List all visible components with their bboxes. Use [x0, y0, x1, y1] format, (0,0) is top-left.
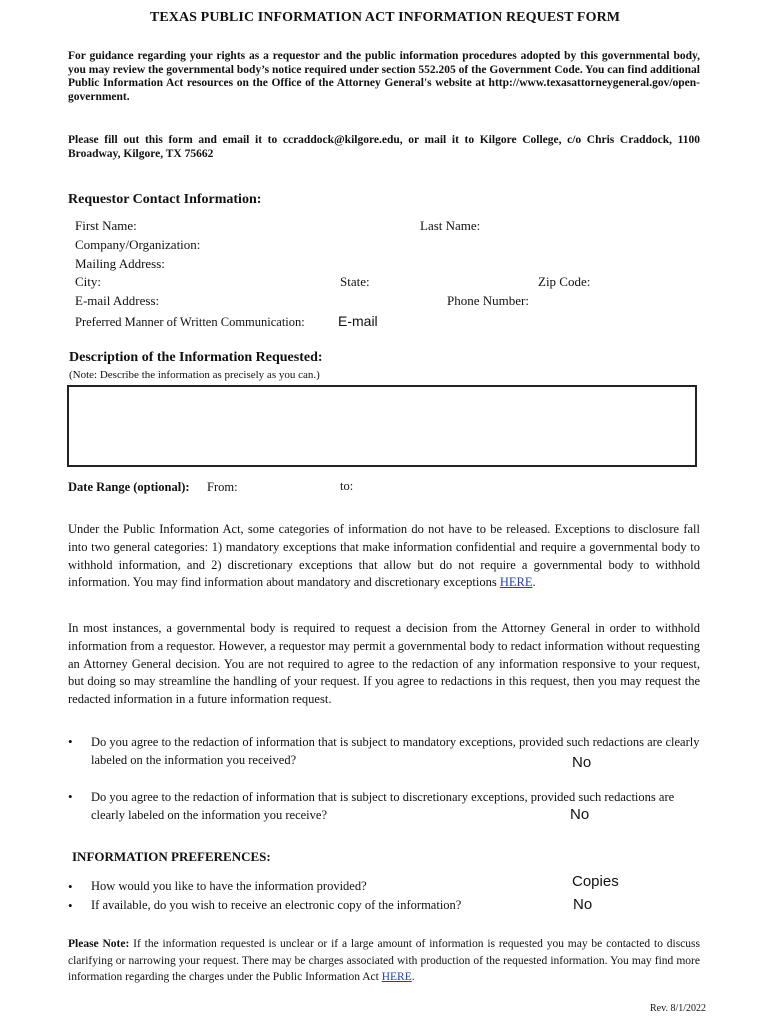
date-to-label: to: — [340, 479, 354, 493]
date-range-label: Date Range (optional): — [68, 480, 190, 494]
redaction-paragraph: In most instances, a governmental body is required to request a decision from the Attorney General in order to withhold information from a requestor. However, a requestor may permit a governmental body to redact information without requesting an Attorney General decision. You are not required to agree to the redaction of any information responsive to your request, but doing so may streamline the handling of your request. If you agree to redactions in this request, then you may request the redacted information in a future information request. — [68, 621, 700, 707]
intro-paragraph: For guidance regarding your rights as a requestor and the public information procedures adopted by this governmental body, you may review the governmental body’s notice required under section 552.205 of the Government Code. You can find additional Public Information Act resources on the Office of the Attorney General's website at http://www.texasattorneygeneral.gov/open-government. — [68, 50, 700, 103]
zip-code-label: Zip Code: — [538, 274, 591, 289]
delivery-method-question: How would you like to have the information provided? — [91, 879, 367, 893]
last-name-label: Last Name: — [420, 218, 481, 233]
electronic-copy-answer[interactable]: No — [573, 896, 593, 913]
bullet-icon: • — [68, 789, 73, 804]
electronic-copy-question: If available, do you wish to receive an electronic copy of the information? — [91, 898, 462, 912]
discretionary-redaction-answer[interactable]: No — [570, 806, 590, 823]
city-label: City: — [75, 274, 102, 289]
form-title: TEXAS PUBLIC INFORMATION ACT INFORMATION REQUEST FORM — [149, 10, 621, 25]
charges-note: Please Note: If the information requested is unclear or if a large amount of information is requested you may be contacted to discuss clarifying or narrowing your request. There may be charges associated with production of the requested information. You may find more information regarding the charges under the Public Information Act HERE. — [68, 938, 700, 983]
bullet-icon: • — [68, 879, 73, 894]
discretionary-redaction-question: Do you agree to the redaction of information that is subject to discretionary exceptions, provided such redactions are clearly labeled on the information you receive? — [91, 790, 675, 822]
preferred-communication-value[interactable]: E-mail — [338, 313, 378, 329]
date-from-label: From: — [207, 480, 238, 494]
description-heading: Description of the Information Requested: — [69, 350, 323, 365]
charges-link[interactable]: HERE — [381, 971, 412, 983]
note-text: If the information requested is unclear or if a large amount of information is requested you may be contacted to discuss clarifying or narrowing your request. There may be charges associated with production of the requested information. You may find more information regarding the charges under the Public Information Act — [68, 938, 700, 983]
company-label: Company/Organization: — [75, 237, 201, 252]
revision-date: Rev. 8/1/2022 — [650, 1003, 707, 1014]
mandatory-exceptions-link[interactable]: HERE — [499, 575, 533, 590]
preferred-communication-label: Preferred Manner of Written Communication: — [75, 315, 305, 329]
bullet-icon: • — [68, 734, 73, 749]
note-label: Please Note: — [68, 938, 130, 950]
phone-label: Phone Number: — [447, 293, 529, 308]
mailing-address-label: Mailing Address: — [75, 256, 165, 271]
exceptions-paragraph: Under the Public Information Act, some categories of information do not have to be released. Exceptions to disclosure fall into two general categories: 1) mandatory exceptions that make information confidential and require a governmental body to withhold information, and 2) discretionary exceptions that allow but do not require a governmental body to withhold information. You may find information about mandatory and discretionary exceptions HERE. — [68, 522, 700, 590]
first-name-label: First Name: — [75, 218, 137, 233]
exceptions-paragraph-text: Under the Public Information Act, some categories of information do not have to be released. Exceptions to disclosure fall into two general categories: 1) mandatory exceptions that make information confidential and require a governmental body to withhold information, and 2) discretionary exceptions that allow but do not require a governmental body to withhold information. You may find information about mandatory and discretionary exceptions — [68, 522, 700, 590]
state-label: State: — [340, 274, 370, 289]
description-note: (Note: Describe the information as precisely as you can.) — [69, 369, 320, 381]
contact-heading: Requestor Contact Information: — [68, 192, 262, 207]
preferences-heading: INFORMATION PREFERENCES: — [72, 849, 271, 864]
description-textarea[interactable] — [67, 385, 697, 467]
mandatory-redaction-answer[interactable]: No — [572, 754, 592, 771]
delivery-method-answer[interactable]: Copies — [572, 873, 619, 890]
mandatory-redaction-question: Do you agree to the redaction of information that is subject to mandatory exceptions, provided such redactions are clearly labeled on the information you received? — [91, 735, 700, 767]
submission-instructions: Please fill out this form and email it to ccraddock@kilgore.edu, or mail it to Kilgore College, c/o Chris Craddock, 1100 Broadway, Kilgore, TX 75662 — [68, 134, 700, 160]
email-label: E-mail Address: — [75, 293, 160, 308]
bullet-icon: • — [68, 898, 73, 913]
